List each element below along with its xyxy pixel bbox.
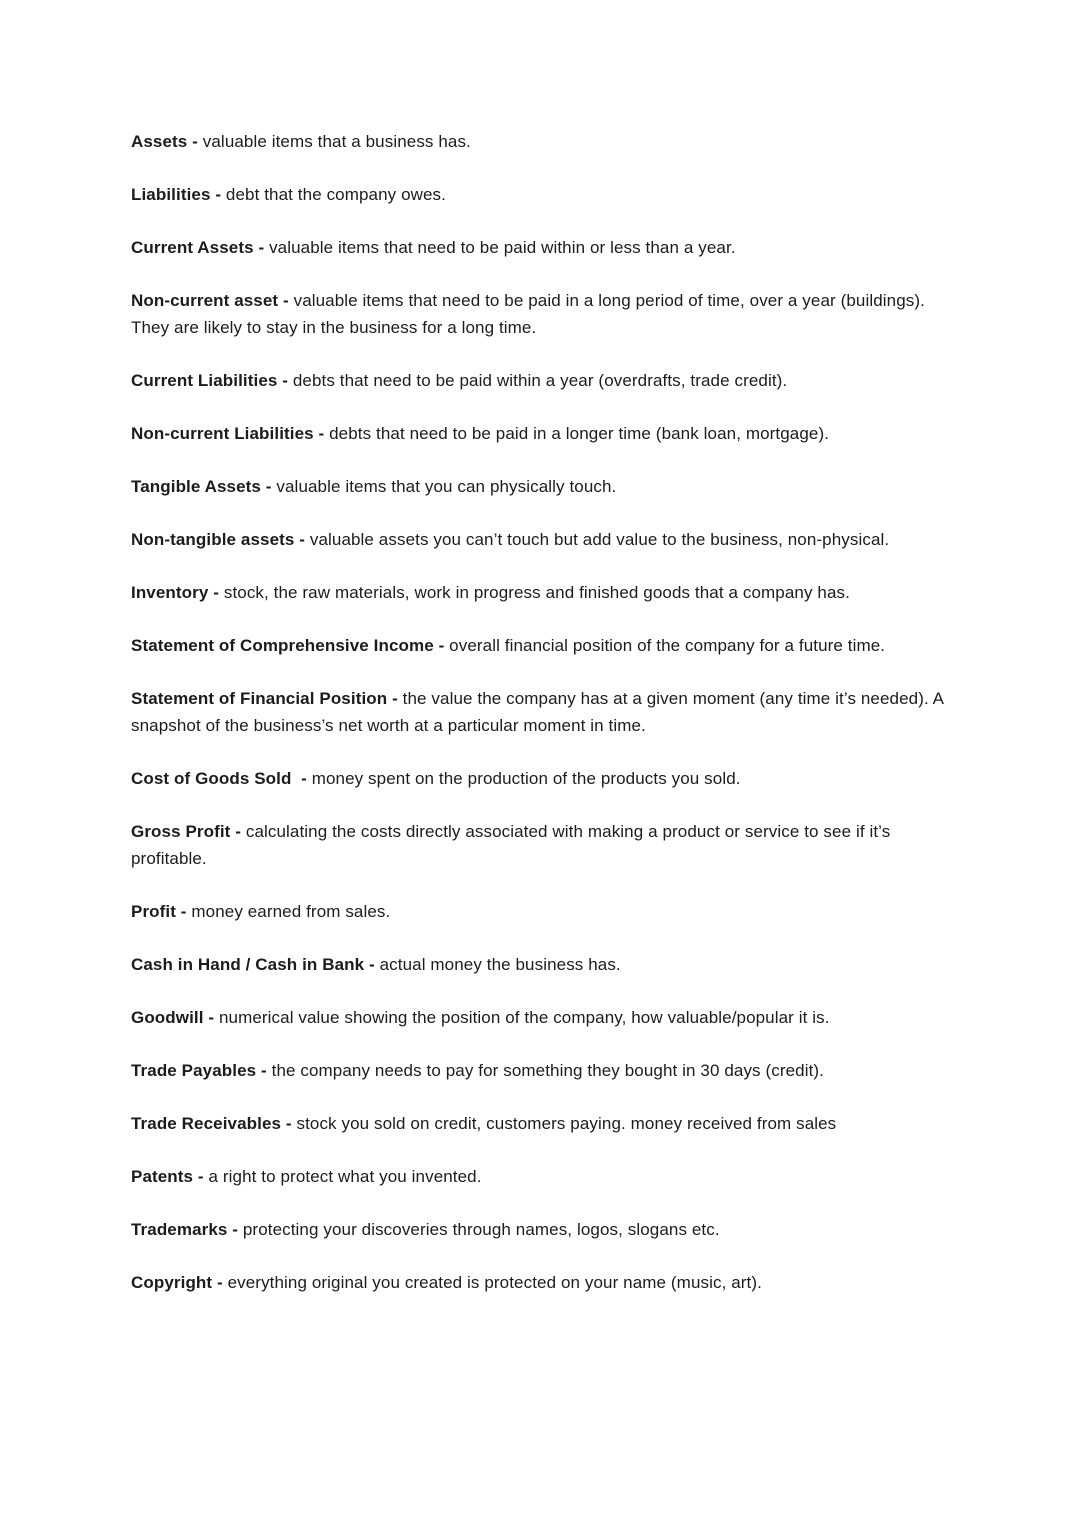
glossary-term: Gross Profit - xyxy=(131,822,242,841)
glossary-entry xyxy=(131,287,950,341)
glossary-entry xyxy=(131,181,950,208)
glossary-entry xyxy=(131,1269,950,1296)
glossary-definition: protecting your discoveries through names, logos, slogans etc. xyxy=(242,1220,720,1239)
glossary-term: Non-current Liabilities - xyxy=(131,424,325,443)
glossary-definition: debts that need to be paid in a longer time (bank loan, mortgage). xyxy=(329,424,830,443)
glossary-term: Trade Payables - xyxy=(131,1061,267,1080)
glossary-entry xyxy=(131,579,950,606)
glossary-term: Goodwill - xyxy=(131,1008,215,1027)
glossary-entry xyxy=(131,1163,950,1190)
glossary-entry xyxy=(131,128,950,155)
glossary-entry xyxy=(131,632,950,659)
glossary-entry xyxy=(131,367,950,394)
glossary-definition: a right to protect what you invented. xyxy=(208,1167,482,1186)
glossary-term: Copyright - xyxy=(131,1273,223,1292)
glossary-definition: debts that need to be paid within a year (overdrafts, trade credit). xyxy=(292,371,788,390)
glossary-definition: money earned from sales. xyxy=(191,902,391,921)
glossary-definition: valuable items that need to be paid within or less than a year. xyxy=(269,238,736,257)
glossary-entry xyxy=(131,420,950,447)
glossary-term: Trade Receivables - xyxy=(131,1114,292,1133)
glossary-term: Statement of Financial Position - xyxy=(131,689,398,708)
glossary-term: Current Liabilities - xyxy=(131,371,289,390)
glossary-entry xyxy=(131,1057,950,1084)
glossary-definition: the value the company has at a given moment (any time it’s needed). A snapshot of the business’s net worth at a particular moment in time. xyxy=(131,689,944,735)
glossary-entry xyxy=(131,526,950,553)
glossary-definition: money spent on the production of the products you sold. xyxy=(311,769,741,788)
glossary-definition: calculating the costs directly associated with making a product or service to see if it’s profitable. xyxy=(131,822,891,868)
glossary-definition: valuable items that need to be paid in a long period of time, over a year (buildings). They are likely to stay in the business for a long time. xyxy=(131,291,925,337)
glossary-term: Cash in Hand / Cash in Bank - xyxy=(131,955,375,974)
glossary-definition: valuable items that a business has. xyxy=(202,132,471,151)
glossary-definition: valuable items that you can physically touch. xyxy=(276,477,617,496)
glossary-term: Non-tangible assets - xyxy=(131,530,306,549)
glossary-list xyxy=(131,128,950,1296)
glossary-term: Non-current asset - xyxy=(131,291,289,310)
glossary-term: Profit - xyxy=(131,902,187,921)
glossary-definition: everything original you created is protected on your name (music, art). xyxy=(227,1273,762,1292)
glossary-term: Inventory - xyxy=(131,583,220,602)
glossary-entry xyxy=(131,818,950,872)
glossary-term: Cost of Goods Sold - xyxy=(131,769,307,788)
glossary-definition: debt that the company owes. xyxy=(225,185,446,204)
glossary-term: Current Assets - xyxy=(131,238,265,257)
glossary-definition: stock you sold on credit, customers paying. money received from sales xyxy=(296,1114,837,1133)
glossary-entry xyxy=(131,1004,950,1031)
glossary-term: Patents - xyxy=(131,1167,204,1186)
glossary-term: Liabilities - xyxy=(131,185,222,204)
glossary-definition: the company needs to pay for something they bought in 30 days (credit). xyxy=(271,1061,824,1080)
glossary-entry xyxy=(131,898,950,925)
glossary-term: Trademarks - xyxy=(131,1220,239,1239)
glossary-term: Statement of Comprehensive Income - xyxy=(131,636,445,655)
glossary-term: Tangible Assets - xyxy=(131,477,272,496)
glossary-entry xyxy=(131,234,950,261)
glossary-entry xyxy=(131,685,950,739)
glossary-definition: stock, the raw materials, work in progress and finished goods that a company has. xyxy=(223,583,850,602)
glossary-definition: actual money the business has. xyxy=(379,955,621,974)
glossary-entry xyxy=(131,951,950,978)
glossary-definition: valuable assets you can’t touch but add value to the business, non-physical. xyxy=(309,530,890,549)
glossary-definition: numerical value showing the position of the company, how valuable/popular it is. xyxy=(218,1008,830,1027)
glossary-entry xyxy=(131,1216,950,1243)
glossary-entry xyxy=(131,1110,950,1137)
glossary-entry xyxy=(131,473,950,500)
glossary-definition: overall financial position of the company for a future time. xyxy=(449,636,886,655)
glossary-entry xyxy=(131,765,950,792)
glossary-term: Assets - xyxy=(131,132,198,151)
